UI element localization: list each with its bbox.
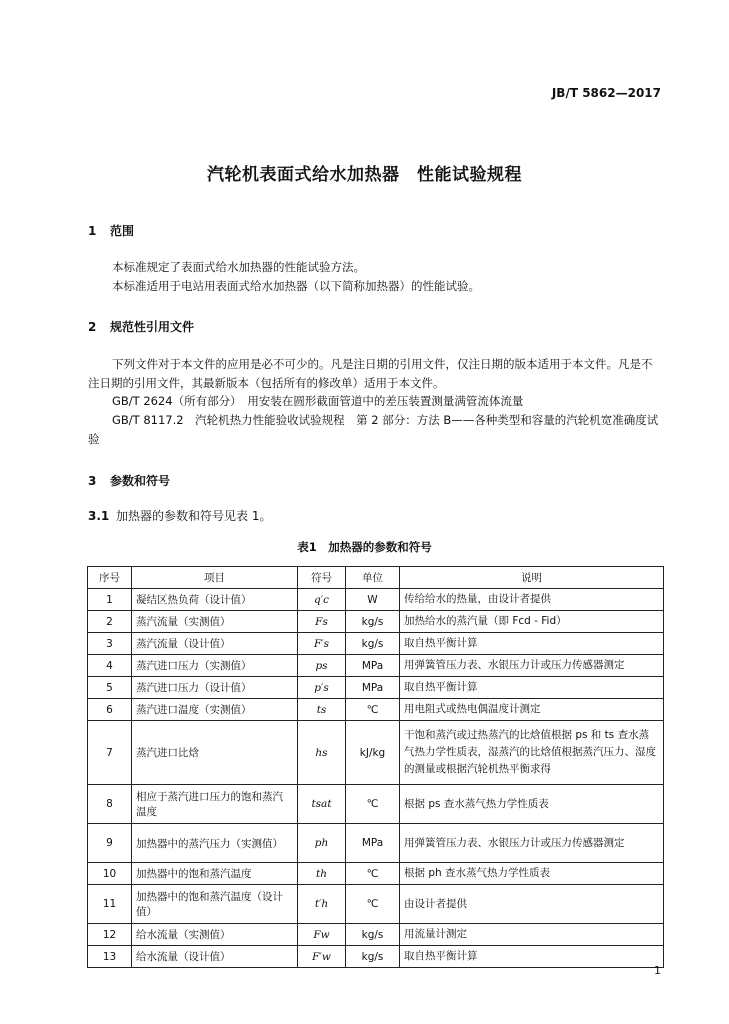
- symbol-cell: q′c: [298, 589, 346, 611]
- symbol-cell: Fs: [298, 611, 346, 633]
- parameter-name-cell: 给水流量（实测值）: [132, 924, 298, 946]
- row-number-cell: 5: [88, 677, 132, 699]
- table-row: [88, 885, 664, 924]
- description-cell: 根据 ph 查水蒸气热力学性质表: [400, 863, 664, 885]
- table-caption: 表1 加热器的参数和符号: [297, 540, 432, 554]
- symbol-cell: ts: [298, 699, 346, 721]
- unit-cell: MPa: [346, 677, 400, 699]
- symbol-cell: tsat: [298, 785, 346, 824]
- section-number: 3: [88, 474, 97, 488]
- unit-cell: kJ/kg: [346, 721, 400, 785]
- subsection-text: 加热器的参数和符号见表 1。: [116, 509, 272, 523]
- unit-cell: kg/s: [346, 946, 400, 968]
- subsection-number: 3.1: [88, 509, 110, 523]
- description-cell: 取自热平衡计算: [400, 633, 664, 655]
- paragraph: 下列文件对于本文件的应用是必不可少的。凡是注日期的引用文件，仅注日期的版本适用于本文件。凡是不注日期的引用文件，其最新版本（包括所有的修改单）适用于本文件。: [88, 357, 653, 390]
- parameter-name-cell: 蒸汽进口比焓: [132, 721, 298, 785]
- row-number-cell: 2: [88, 611, 132, 633]
- description-cell: 根据 ps 查水蒸气热力学性质表: [400, 785, 664, 824]
- table-row: [88, 863, 664, 885]
- symbol-cell: F′w: [298, 946, 346, 968]
- row-number-cell: 10: [88, 863, 132, 885]
- standard-number: JB/T 5862—2017: [551, 86, 661, 100]
- column-header: 符号: [298, 567, 346, 589]
- description-cell: 由设计者提供: [400, 885, 664, 924]
- row-number-cell: 7: [88, 721, 132, 785]
- table-row: [88, 611, 664, 633]
- row-number-cell: 1: [88, 589, 132, 611]
- parameter-name-cell: 加热器中的蒸汽压力（实测值）: [132, 824, 298, 863]
- parameter-name-cell: 相应于蒸汽进口压力的饱和蒸汽温度: [132, 785, 298, 824]
- section-2-heading: [88, 318, 194, 335]
- symbol-cell: F′s: [298, 633, 346, 655]
- unit-cell: kg/s: [346, 924, 400, 946]
- section-title: 参数和符号: [110, 474, 171, 488]
- parameter-name-cell: 给水流量（设计值）: [132, 946, 298, 968]
- unit-cell: ℃: [346, 785, 400, 824]
- description-cell: 加热给水的蒸汽量（即 Fcd - Fid）: [400, 611, 664, 633]
- row-number-cell: 9: [88, 824, 132, 863]
- table-row: [88, 924, 664, 946]
- table-header-row: [88, 567, 664, 589]
- unit-cell: W: [346, 589, 400, 611]
- parameter-name-cell: 加热器中的饱和蒸汽温度: [132, 863, 298, 885]
- unit-cell: ℃: [346, 699, 400, 721]
- paragraph: 本标准适用于电站用表面式给水加热器（以下简称加热器）的性能试验。: [112, 279, 480, 293]
- row-number-cell: 6: [88, 699, 132, 721]
- row-number-cell: 11: [88, 885, 132, 924]
- section-3-heading: [88, 472, 170, 489]
- paragraph: 本标准规定了表面式给水加热器的性能试验方法。: [112, 260, 365, 274]
- table-row: [88, 589, 664, 611]
- symbol-cell: th: [298, 863, 346, 885]
- column-header: 单位: [346, 567, 400, 589]
- unit-cell: MPa: [346, 824, 400, 863]
- unit-cell: MPa: [346, 655, 400, 677]
- section-title: 范围: [110, 224, 135, 238]
- parameter-name-cell: 加热器中的饱和蒸汽温度（设计值）: [132, 885, 298, 924]
- table-body: [88, 589, 664, 968]
- description-cell: 用弹簧管压力表、水银压力计或压力传感器测定: [400, 824, 664, 863]
- description-cell: 用电阻式或热电偶温度计测定: [400, 699, 664, 721]
- row-number-cell: 3: [88, 633, 132, 655]
- table-row: [88, 785, 664, 824]
- table-row: [88, 677, 664, 699]
- page-title: 汽轮机表面式给水加热器 性能试验规程: [207, 165, 522, 185]
- table-row: [88, 655, 664, 677]
- description-cell: 传给给水的热量，由设计者提供: [400, 589, 664, 611]
- description-cell: 取自热平衡计算: [400, 946, 664, 968]
- column-header: 说明: [400, 567, 664, 589]
- table-row: [88, 721, 664, 785]
- row-number-cell: 8: [88, 785, 132, 824]
- symbol-cell: p′s: [298, 677, 346, 699]
- unit-cell: kg/s: [346, 633, 400, 655]
- section-title: 规范性引用文件: [110, 320, 195, 334]
- section-number: 1: [88, 224, 97, 238]
- parameter-name-cell: 蒸汽进口压力（设计值）: [132, 677, 298, 699]
- parameter-name-cell: 蒸汽流量（实测值）: [132, 611, 298, 633]
- column-header: 项目: [132, 567, 298, 589]
- table-row: [88, 633, 664, 655]
- parameter-name-cell: 蒸汽进口温度（实测值）: [132, 699, 298, 721]
- symbol-cell: hs: [298, 721, 346, 785]
- description-cell: 干饱和蒸汽或过热蒸汽的比焓值根据 ps 和 ts 查水蒸气热力学性质表，湿蒸汽的比焓值根据蒸汽压力、湿度的测量或根据汽轮机热平衡求得: [400, 721, 664, 785]
- symbol-cell: ph: [298, 824, 346, 863]
- parameter-name-cell: 蒸汽流量（设计值）: [132, 633, 298, 655]
- column-header: 序号: [88, 567, 132, 589]
- page-number: 1: [654, 964, 661, 977]
- row-number-cell: 13: [88, 946, 132, 968]
- section-number: 2: [88, 320, 97, 334]
- subsection-3-1: [88, 507, 271, 524]
- unit-cell: kg/s: [346, 611, 400, 633]
- description-cell: 取自热平衡计算: [400, 677, 664, 699]
- description-cell: 用流量计测定: [400, 924, 664, 946]
- description-cell: 用弹簧管压力表、水银压力计或压力传感器测定: [400, 655, 664, 677]
- parameters-table: [87, 566, 664, 968]
- unit-cell: ℃: [346, 863, 400, 885]
- reference-item: GB/T 8117.2 汽轮机热力性能验收试验规程 第 2 部分：方法 B——各种类型和容量的汽轮机宽准确度试验: [88, 413, 659, 446]
- symbol-cell: t′h: [298, 885, 346, 924]
- table-row: [88, 946, 664, 968]
- row-number-cell: 12: [88, 924, 132, 946]
- symbol-cell: Fw: [298, 924, 346, 946]
- parameter-name-cell: 凝结区热负荷（设计值）: [132, 589, 298, 611]
- parameter-name-cell: 蒸汽进口压力（实测值）: [132, 655, 298, 677]
- reference-item: GB/T 2624（所有部分） 用安装在圆形截面管道中的差压装置测量满管流体流量: [112, 394, 524, 408]
- row-number-cell: 4: [88, 655, 132, 677]
- table-row: [88, 699, 664, 721]
- table-row: [88, 824, 664, 863]
- section-1-heading: [88, 222, 134, 239]
- unit-cell: ℃: [346, 885, 400, 924]
- symbol-cell: ps: [298, 655, 346, 677]
